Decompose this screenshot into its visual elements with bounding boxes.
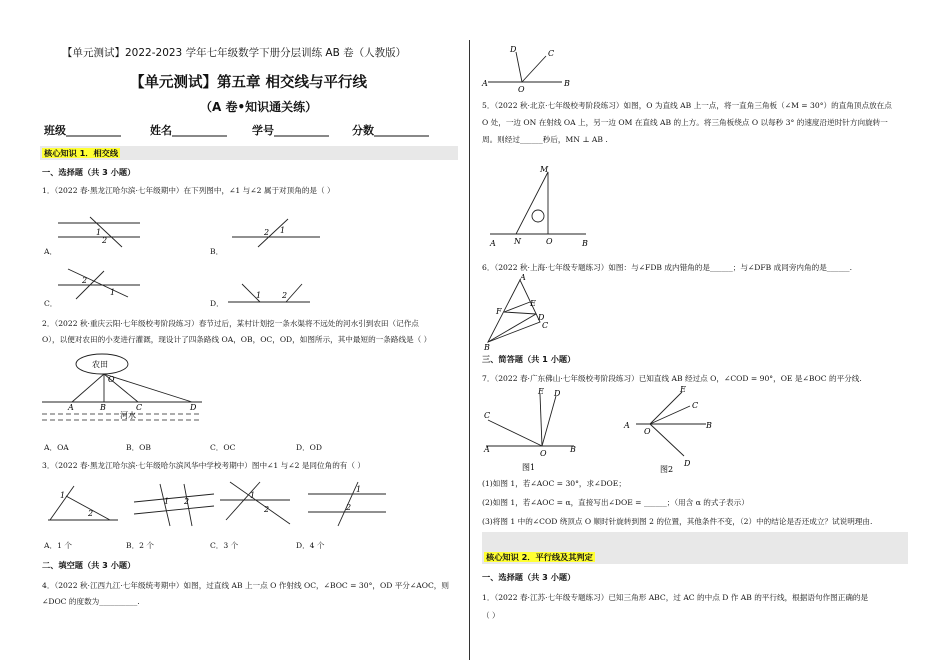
q2-option-d[interactable]: D．OD bbox=[296, 443, 322, 452]
info-name: 姓名__________ bbox=[150, 124, 227, 137]
q1-option-b[interactable]: B． bbox=[210, 247, 224, 256]
svg-text:D: D bbox=[684, 459, 691, 468]
svg-text:1: 1 bbox=[110, 288, 116, 297]
svg-text:A: A bbox=[490, 239, 496, 248]
q7-figure-2 bbox=[622, 384, 732, 474]
svg-text:B: B bbox=[100, 403, 106, 412]
svg-text:2: 2 bbox=[346, 503, 352, 512]
question-1: 1．（2022 春·黑龙江哈尔滨·七年级期中）在下列图中，∠1 与∠2 属于对顶角的是（ ） bbox=[42, 186, 335, 195]
q3-option-c[interactable]: C．3 个 bbox=[210, 541, 239, 550]
q1-figure-b bbox=[228, 217, 338, 247]
q1-figure-a bbox=[58, 213, 168, 253]
q3-figure-1 bbox=[48, 486, 118, 520]
q1-option-d[interactable]: D． bbox=[210, 299, 224, 308]
svg-text:O: O bbox=[540, 449, 547, 458]
svg-text:河水: 河水 bbox=[120, 411, 136, 420]
q5-figure bbox=[486, 162, 606, 248]
svg-text:E: E bbox=[680, 385, 686, 394]
svg-text:B: B bbox=[564, 79, 570, 88]
question-4-line2: ∠DOC 的度数为__________. bbox=[42, 597, 140, 606]
svg-text:O: O bbox=[108, 375, 115, 384]
svg-text:2: 2 bbox=[282, 291, 288, 300]
svg-text:A: A bbox=[68, 403, 74, 412]
question-3: 3．（2022 春·黑龙江哈尔滨·七年级哈尔滨风华中学校考期中）图中∠1 与∠2 是同位角的有（ ） bbox=[42, 461, 366, 470]
svg-text:C: C bbox=[548, 49, 555, 58]
info-id: 学号__________ bbox=[252, 124, 329, 137]
question-7-part3: (3)将图 1 中的∠COD 绕顶点 O 顺时针旋转到图 2 的位置，其他条件不变，（2）中的结论是否还成立？试说明理由. bbox=[482, 517, 873, 526]
q1-option-a[interactable]: A． bbox=[44, 247, 58, 256]
svg-text:C: C bbox=[692, 401, 699, 410]
svg-text:A: A bbox=[484, 445, 490, 454]
svg-text:E: E bbox=[538, 387, 544, 396]
question-8-line2: （ ） bbox=[482, 611, 500, 620]
q4-figure bbox=[482, 42, 582, 92]
q3-figures bbox=[48, 480, 448, 530]
q6-figure bbox=[484, 273, 554, 352]
q3-figure-3 bbox=[220, 482, 290, 524]
info-score: 分数__________ bbox=[352, 124, 429, 137]
svg-text:D: D bbox=[554, 389, 561, 398]
svg-text:B: B bbox=[484, 343, 490, 352]
svg-text:B: B bbox=[570, 445, 576, 454]
question-5-line2: O 处，一边 ON 在射线 OA 上，另一边 OM 在直线 AB 的上方。将三角板绕点 O 以每秒 3° 的速度沿逆时针方向旋转一 bbox=[482, 118, 888, 127]
q2-figure bbox=[42, 352, 212, 432]
q1-figure-d bbox=[228, 282, 328, 306]
q2-option-c[interactable]: C．OC bbox=[210, 443, 236, 452]
q3-option-a[interactable]: A．1 个 bbox=[44, 541, 72, 550]
section-choice: 一、选择题（共 3 小题） bbox=[42, 167, 136, 177]
q2-option-b[interactable]: B．OB bbox=[126, 443, 151, 452]
section-short-answer: 三、简答题（共 1 小题） bbox=[482, 354, 576, 364]
svg-text:1: 1 bbox=[356, 485, 362, 494]
svg-text:1: 1 bbox=[280, 226, 286, 235]
question-7-part2: (2)如图 1，若∠AOC = α，直接写出∠DOE = ______；（用含 α 的式子表示） bbox=[482, 498, 749, 507]
svg-text:O: O bbox=[546, 237, 553, 246]
svg-text:E: E bbox=[530, 299, 536, 308]
core-knowledge-1: 核心知识 1．相交线 bbox=[44, 148, 119, 158]
svg-text:M: M bbox=[540, 165, 549, 174]
question-7-part1: (1)如图 1，若∠AOC = 30°，求∠DOE； bbox=[482, 479, 626, 488]
svg-text:D: D bbox=[190, 403, 197, 412]
question-8-line1: 1．（2022 春·江苏·七年级专题练习）已知三角形 ABC，过 AC 的中点 D 作 AB 的平行线，根据语句作图正确的是 bbox=[482, 593, 869, 602]
svg-text:1: 1 bbox=[164, 497, 170, 506]
question-2-line1: 2．（2022 秋·重庆云阳·七年级校考阶段练习）春节过后，某村计划挖一条水渠将不远处的河水引到农田（记作点 bbox=[42, 319, 419, 328]
q7-figure-1 bbox=[482, 388, 592, 474]
q3-figure-2 bbox=[134, 484, 214, 526]
svg-text:农田: 农田 bbox=[92, 360, 108, 369]
svg-text:图1: 图1 bbox=[522, 463, 536, 472]
svg-text:O: O bbox=[518, 85, 525, 94]
question-6: 6．（2022 秋·上海·七年级专题练习）如图：与∠FDB 成内错角的是______；与∠DFB 成同旁内角的是______. bbox=[482, 263, 852, 272]
svg-text:2: 2 bbox=[82, 276, 88, 285]
svg-text:D: D bbox=[538, 313, 545, 322]
question-7: 7．（2022 春·广东佛山·七年级校考阶段练习）已知直线 AB 经过点 O，∠COD = 90°，OE 是∠BOC 的平分线. bbox=[482, 374, 862, 383]
section-choice-2: 一、选择题（共 3 小题） bbox=[482, 572, 576, 582]
q3-figure-4 bbox=[308, 482, 386, 526]
svg-text:D: D bbox=[510, 45, 517, 54]
svg-text:B: B bbox=[582, 239, 588, 248]
sub-title: （A 卷•知识通关练） bbox=[200, 100, 318, 114]
svg-text:B: B bbox=[706, 421, 712, 430]
svg-text:1: 1 bbox=[96, 228, 102, 237]
section-fill: 二、填空题（共 3 小题） bbox=[42, 560, 136, 570]
q3-option-d[interactable]: D．4 个 bbox=[296, 541, 325, 550]
question-5-line3: 周。则经过______秒后，MN ⊥ AB . bbox=[482, 135, 608, 144]
svg-text:N: N bbox=[514, 237, 521, 246]
svg-text:C: C bbox=[136, 403, 143, 412]
question-5-line1: 5．（2022 秋·北京·七年级校考阶段练习）如图，O 为直线 AB 上一点，将一直角三角板（∠M = 30°）的直角顶点放在点 bbox=[482, 101, 892, 110]
svg-text:1: 1 bbox=[60, 491, 66, 500]
question-2-line2: O），以便对农田的小麦进行灌溉，现设计了四条路线 OA，OB，OC，OD，如图所示，其中最短的一条路线是（ ） bbox=[42, 335, 432, 344]
q1-option-c[interactable]: C． bbox=[44, 299, 58, 308]
svg-text:C: C bbox=[484, 411, 491, 420]
column-divider bbox=[469, 40, 470, 660]
svg-text:1: 1 bbox=[256, 291, 262, 300]
svg-text:2: 2 bbox=[264, 505, 270, 514]
q2-option-a[interactable]: A．OA bbox=[44, 443, 69, 452]
core-knowledge-2: 核心知识 2．平行线及其判定 bbox=[486, 552, 593, 562]
question-4-line1: 4．（2022 秋·江西九江·七年级统考期中）如图，过直线 AB 上一点 O 作射线 OC，∠BOC = 30°，OD 平分∠AOC，则 bbox=[42, 581, 449, 590]
svg-text:F: F bbox=[496, 307, 502, 316]
q3-option-b[interactable]: B．2 个 bbox=[126, 541, 155, 550]
svg-text:A: A bbox=[624, 421, 630, 430]
svg-text:A: A bbox=[482, 79, 488, 88]
info-class: 班级__________ bbox=[44, 124, 121, 137]
top-title: 【单元测试】2022-2023 学年七年级数学下册分层训练 AB 卷（人教版） bbox=[62, 47, 407, 59]
svg-text:A: A bbox=[520, 273, 526, 282]
answer-area-bar bbox=[482, 532, 908, 550]
svg-text:O: O bbox=[644, 427, 651, 436]
svg-text:图2: 图2 bbox=[660, 465, 674, 474]
svg-text:1: 1 bbox=[250, 491, 256, 500]
svg-text:2: 2 bbox=[184, 497, 190, 506]
svg-text:2: 2 bbox=[102, 236, 108, 245]
q1-figure-c bbox=[58, 265, 158, 305]
chapter-title: 【单元测试】第五章 相交线与平行线 bbox=[130, 75, 368, 91]
svg-text:C: C bbox=[542, 321, 549, 330]
svg-text:2: 2 bbox=[88, 509, 94, 518]
svg-text:2: 2 bbox=[264, 228, 270, 237]
